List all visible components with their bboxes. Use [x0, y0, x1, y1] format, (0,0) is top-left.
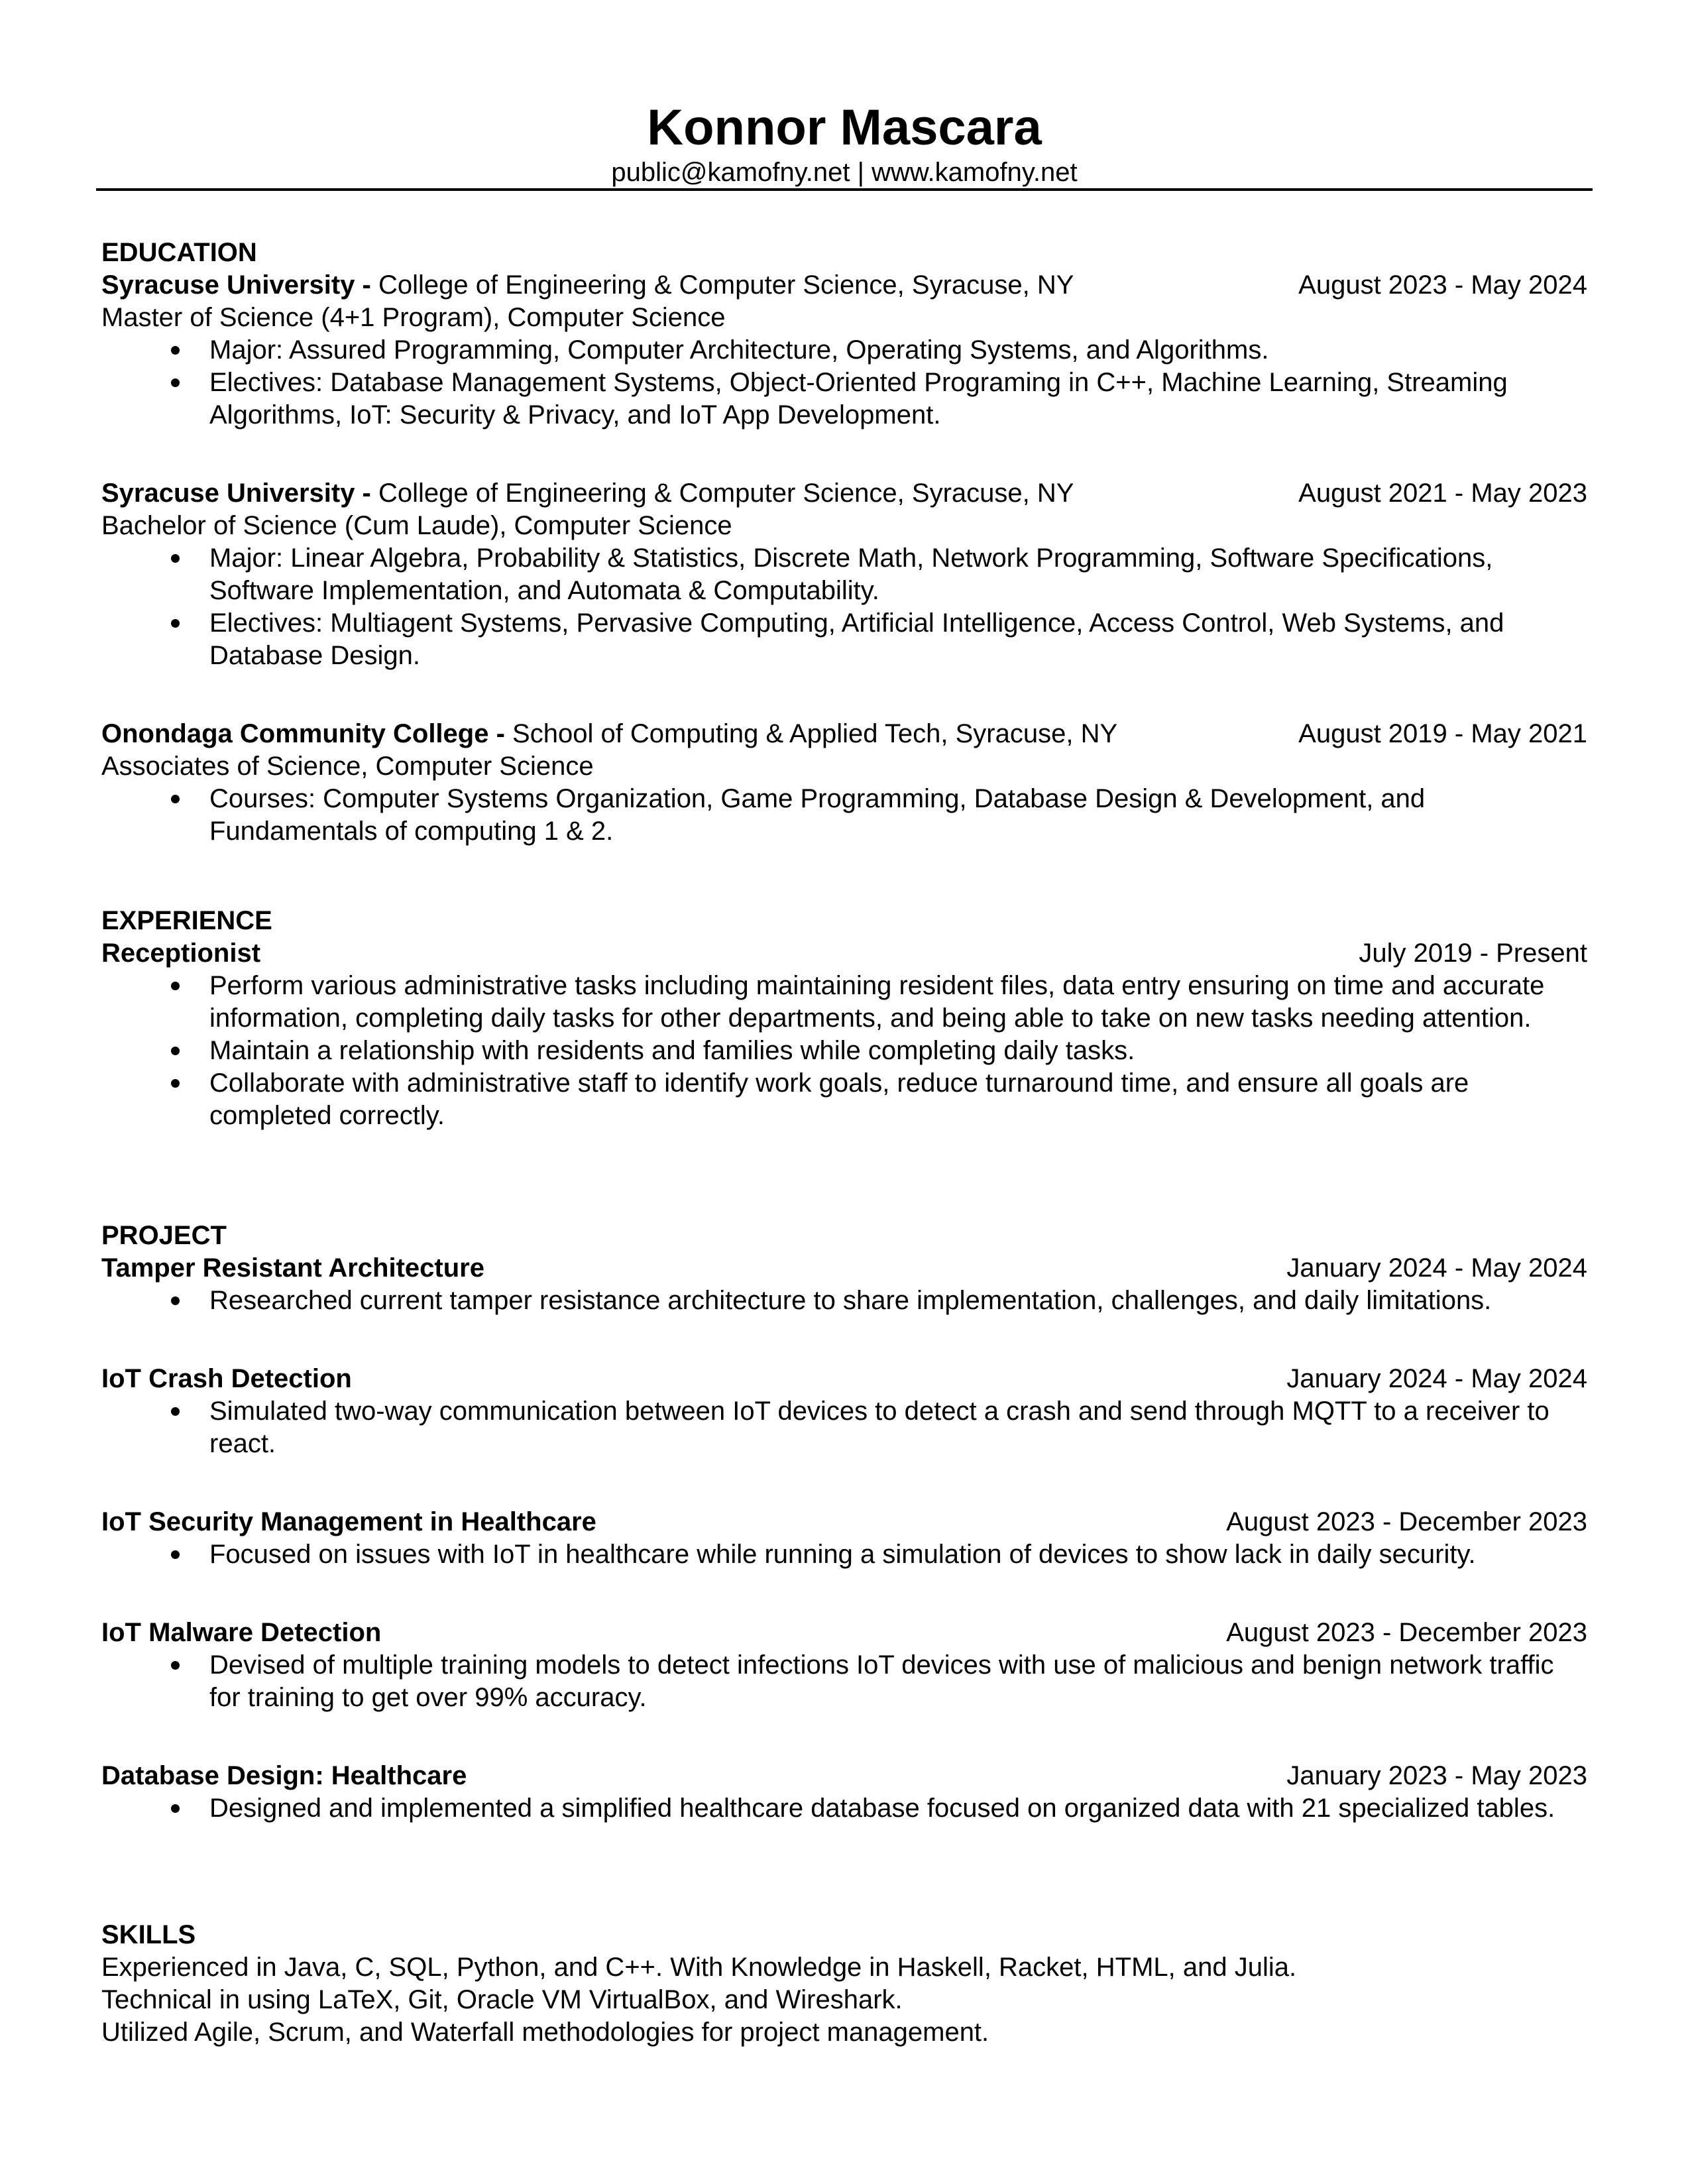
entry-dates: July 2019 - Present: [1359, 939, 1587, 968]
list-item: Simulated two-way communication between IoT devices to detect a crash and send through MQTT to a receiver to react.: [101, 1395, 1587, 1460]
bullet-list: [101, 1649, 1587, 1714]
entry-dates: August 2023 - December 2023: [1226, 1618, 1587, 1647]
entry-dates: January 2024 - May 2024: [1286, 1364, 1587, 1393]
bullet-icon: [171, 346, 180, 355]
bullet-icon: [171, 378, 180, 387]
bullet-icon: [171, 982, 180, 990]
project-name: IoT Malware Detection: [101, 1618, 382, 1647]
institution-detail: College of Engineering & Computer Science, Syracuse, NY: [378, 479, 1074, 508]
bullet-icon: [171, 1407, 180, 1416]
institution-name: Syracuse University -: [101, 270, 378, 300]
institution-name: Syracuse University -: [101, 479, 378, 508]
bullet-icon: [171, 1661, 180, 1670]
entry-header: [101, 1506, 1587, 1538]
bullet-list: [101, 542, 1587, 672]
contact-line: [101, 156, 1587, 188]
bullet-icon: [171, 1047, 180, 1055]
education-entry: [101, 477, 1587, 672]
entry-dates: January 2024 - May 2024: [1286, 1253, 1587, 1283]
experience-section: [101, 905, 1587, 1132]
bullet-list: [101, 1395, 1587, 1460]
section-title-skills: SKILLS: [101, 1920, 196, 1949]
education-entry: [101, 269, 1587, 431]
list-item: Electives: Database Management Systems, Object-Oriented Programing in C++, Machine Learning, Streaming Algorithms, IoT: Security & Privacy, and IoT App Development.: [101, 367, 1587, 431]
list-item: Major: Linear Algebra, Probability & Statistics, Discrete Math, Network Programming, Software Specifications, Software Implementation, and Automata & Computability.: [101, 542, 1587, 607]
list-item: Major: Assured Programming, Computer Architecture, Operating Systems, and Algorithms.: [101, 334, 1587, 367]
bullet-list: [101, 1285, 1587, 1317]
entry-dates: August 2021 - May 2023: [1298, 479, 1587, 508]
entry-header: [101, 477, 1587, 510]
bullet-icon: [171, 795, 180, 803]
list-item: Focused on issues with IoT in healthcare while running a simulation of devices to show lack in daily security.: [101, 1538, 1587, 1571]
bullet-icon: [171, 1296, 180, 1305]
bullet-list: [101, 1538, 1587, 1571]
institution-detail: College of Engineering & Computer Science, Syracuse, NY: [378, 270, 1074, 300]
entry-dates: January 2023 - May 2023: [1286, 1761, 1587, 1790]
list-item: Electives: Multiagent Systems, Pervasive Computing, Artificial Intelligence, Access Control, Web Systems, and Database Design.: [101, 607, 1587, 672]
bullet-icon: [171, 1804, 180, 1813]
institution-name: Onondaga Community College -: [101, 719, 513, 748]
entry-dates: August 2019 - May 2021: [1298, 719, 1587, 748]
bullet-icon: [171, 619, 180, 628]
skills-section: [101, 1919, 1587, 2049]
degree: Master of Science (4+1 Program), Computer Science: [101, 303, 726, 332]
degree: Associates of Science, Computer Science: [101, 752, 594, 781]
project-entry: [101, 1506, 1587, 1571]
bullet-list: [101, 1792, 1587, 1825]
bullet-icon: [171, 554, 180, 563]
experience-entry: [101, 937, 1587, 1132]
entry-header: [101, 1760, 1587, 1792]
entry-header: [101, 937, 1587, 970]
list-item: Courses: Computer Systems Organization, Game Programming, Database Design & Development, and Fundamentals of computing 1 & 2.: [101, 783, 1587, 848]
projects-section: [101, 1220, 1587, 1825]
project-name: IoT Security Management in Healthcare: [101, 1507, 596, 1536]
education-section: [101, 237, 1587, 848]
institution-detail: School of Computing & Applied Tech, Syracuse, NY: [512, 719, 1118, 748]
section-title-experience: EXPERIENCE: [101, 906, 272, 935]
entry-dates: August 2023 - May 2024: [1298, 270, 1587, 300]
website-link[interactable]: www.kamofny.net: [872, 158, 1078, 187]
project-name: IoT Crash Detection: [101, 1364, 352, 1393]
bullet-icon: [171, 1079, 180, 1088]
bullet-list: [101, 783, 1587, 848]
skills-line: Utilized Agile, Scrum, and Waterfall methodologies for project management.: [101, 2018, 989, 2047]
skills-line: Experienced in Java, C, SQL, Python, and C++. With Knowledge in Haskell, Racket, HTML, and Julia.: [101, 1953, 1297, 1982]
list-item: Perform various administrative tasks including maintaining resident files, data entry ensuring on time and accurate information, completing daily tasks for other departments, and being able to take on new tasks needing attention.: [101, 970, 1587, 1035]
contact-separator: |: [850, 158, 872, 187]
project-entry: [101, 1363, 1587, 1460]
header-divider: [96, 188, 1593, 191]
section-title-education: EDUCATION: [101, 238, 257, 267]
entry-header: [101, 1617, 1587, 1649]
project-name: Database Design: Healthcare: [101, 1761, 467, 1790]
degree: Bachelor of Science (Cum Laude), Computer Science: [101, 511, 732, 540]
entry-header: [101, 718, 1587, 750]
candidate-name: Konnor Mascara: [647, 99, 1042, 156]
entry-header: [101, 269, 1587, 302]
section-title-projects: PROJECT: [101, 1221, 227, 1250]
entry-header: [101, 1252, 1587, 1285]
bullet-icon: [171, 1550, 180, 1559]
email-link[interactable]: public@kamofny.net: [611, 158, 850, 187]
list-item: Designed and implemented a simplified healthcare database focused on organized data with 21 specialized tables.: [101, 1792, 1587, 1825]
education-entry: [101, 718, 1587, 848]
bullet-list: [101, 970, 1587, 1132]
bullet-list: [101, 334, 1587, 431]
entry-dates: August 2023 - December 2023: [1226, 1507, 1587, 1536]
project-entry: [101, 1252, 1587, 1317]
list-item: Maintain a relationship with residents and families while completing daily tasks.: [101, 1035, 1587, 1067]
list-item: Collaborate with administrative staff to identify work goals, reduce turnaround time, and ensure all goals are completed correctly.: [101, 1067, 1587, 1132]
list-item: Devised of multiple training models to detect infections IoT devices with use of malicious and benign network traffic for training to get over 99% accuracy.: [101, 1649, 1587, 1714]
list-item: Researched current tamper resistance architecture to share implementation, challenges, and daily limitations.: [101, 1285, 1587, 1317]
job-title: Receptionist: [101, 939, 261, 968]
project-entry: [101, 1760, 1587, 1825]
project-name: Tamper Resistant Architecture: [101, 1253, 484, 1283]
project-entry: [101, 1617, 1587, 1714]
skills-line: Technical in using LaTeX, Git, Oracle VM VirtualBox, and Wireshark.: [101, 1985, 903, 2014]
entry-header: [101, 1363, 1587, 1395]
